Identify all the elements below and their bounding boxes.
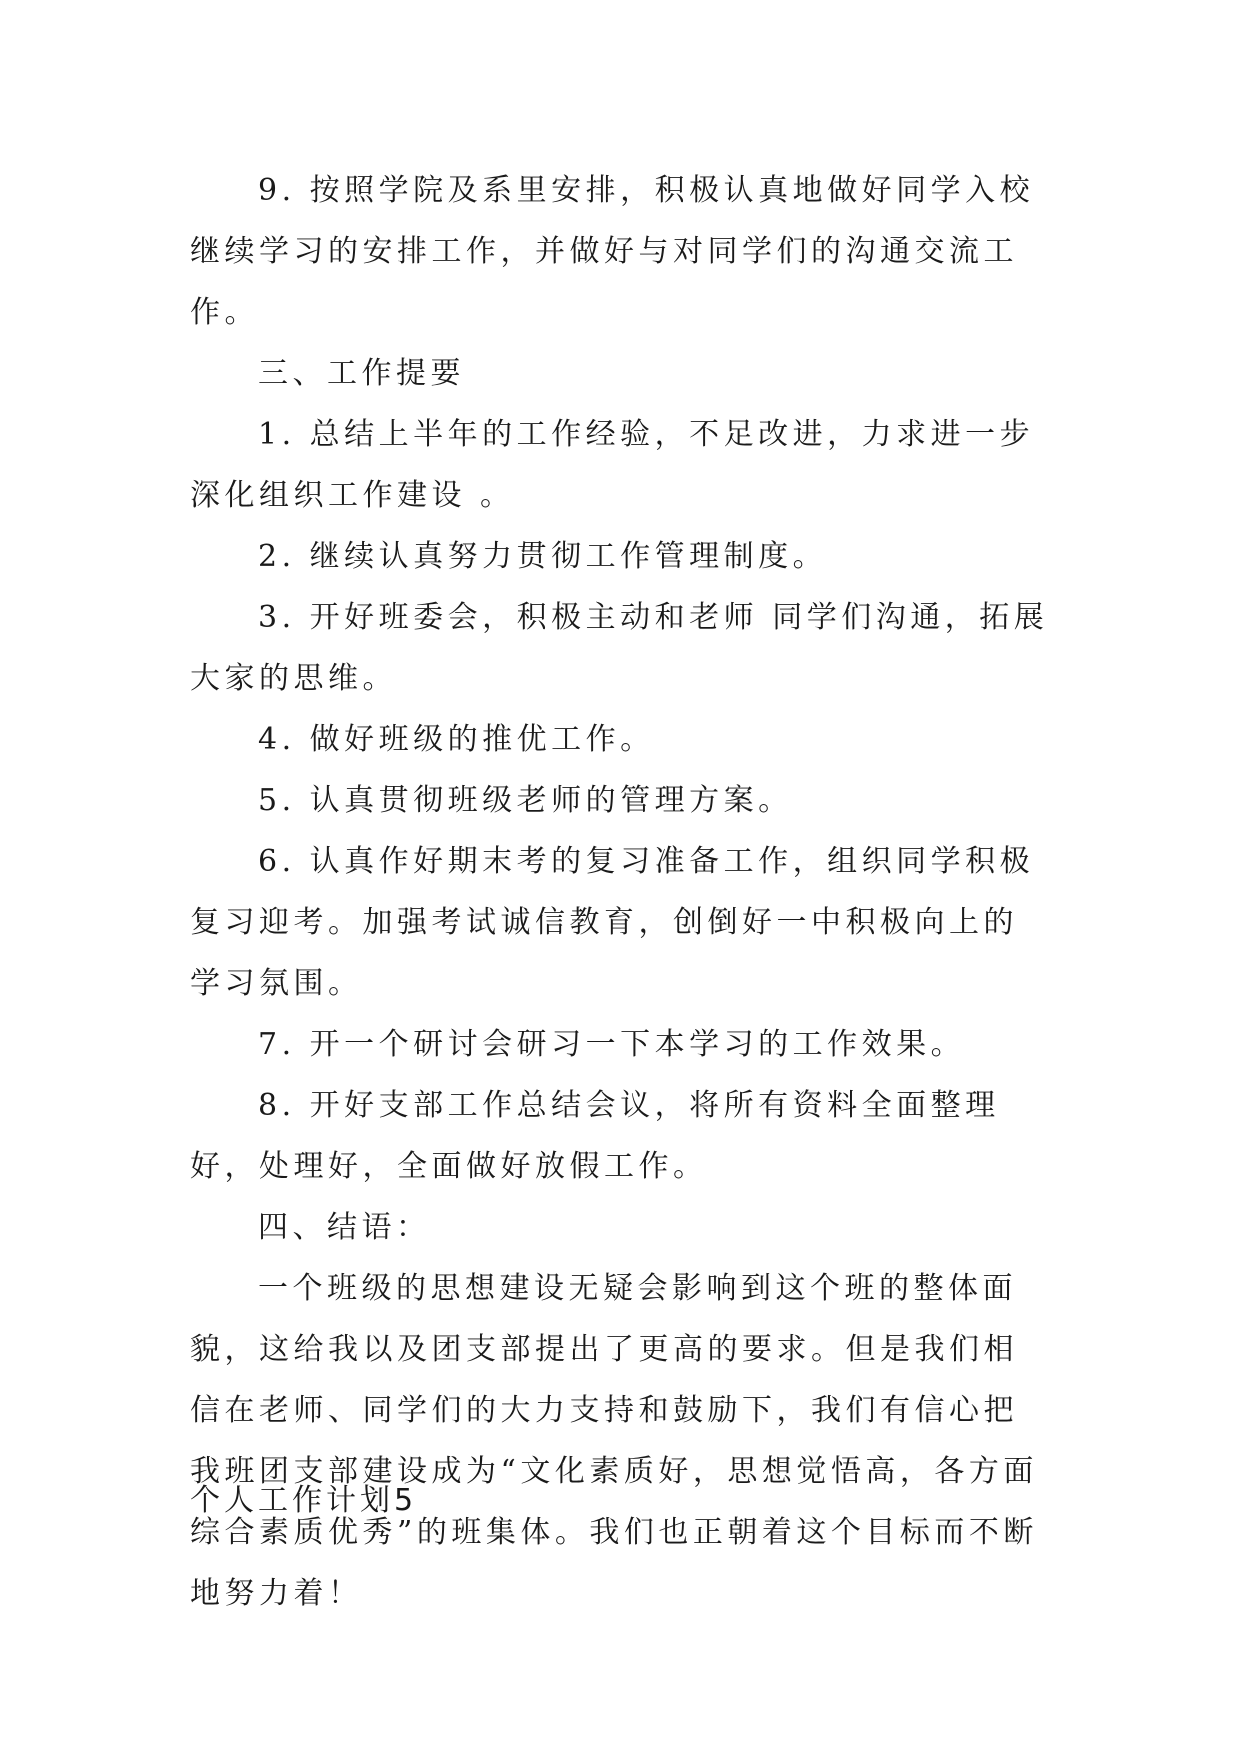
paragraph-item-5: 5. 认真贯彻班级老师的管理方案。 <box>258 783 793 818</box>
paragraph-item-9: 9. 按照学院及系里安排，积极认真地做好同学入校继续学习的安排工作，并做好与对同学们的沟通交流工作。 <box>190 173 1035 330</box>
paragraph-conclusion: 一个班级的思想建设无疑会影响到这个班的整体面貌，这给我以及团支部提出了更高的要求。但是我们相信在老师、同学们的大力支持和鼓励下，我们有信心把我班团支部建设成为“文化素质好，思想觉悟高，各方面综合素质优秀”的班集体。我们也正朝着这个目标而不断地努力着！ <box>190 1271 1038 1611</box>
paragraph-item-4: 4. 做好班级的推优工作。 <box>258 722 655 757</box>
paragraph-item-3: 3. 开好班委会，积极主动和老师 同学们沟通，拓展大家的思维。 <box>190 600 1049 696</box>
next-section-title: 个人工作计划5 <box>190 1483 418 1518</box>
paragraph-item-8: 8. 开好支部工作总结会议，将所有资料全面整理好，处理好，全面做好放假工作。 <box>190 1088 1000 1184</box>
paragraph-item-2: 2. 继续认真努力贯彻工作管理制度。 <box>258 539 828 574</box>
section-heading-conclusion: 四、结语： <box>258 1210 431 1245</box>
document-body <box>190 160 1050 1624</box>
section-heading-work-outline: 三、工作提要 <box>258 356 465 391</box>
paragraph-item-6: 6. 认真作好期末考的复习准备工作，组织同学积极复习迎考。加强考试诚信教育，创倒好一中积极向上的学习氛围。 <box>190 844 1035 1001</box>
paragraph-item-7: 7. 开一个研讨会研习一下本学习的工作效果。 <box>258 1027 966 1062</box>
paragraph-item-1: 1. 总结上半年的工作经验，不足改进，力求进一步深化组织工作建设 。 <box>190 417 1035 513</box>
